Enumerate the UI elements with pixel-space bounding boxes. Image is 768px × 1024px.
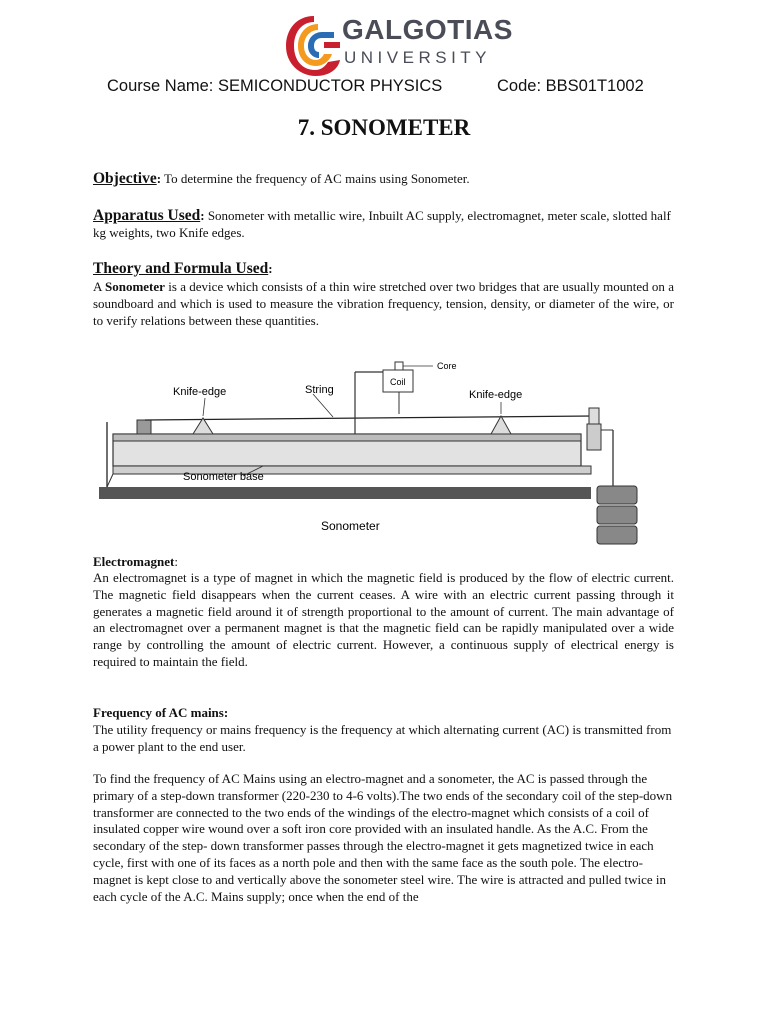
knife-edge-left — [193, 418, 213, 434]
logo-name: GALGOTIAS — [342, 14, 513, 45]
label-string: String — [305, 384, 334, 396]
frequency-paragraph-1: The utility frequency or mains frequency is the frequency at which alternating current (AC) is transmitted from a power plant to the end user. — [93, 722, 672, 754]
course-code: Code: BBS01T1002 — [497, 77, 644, 95]
knife-edge-right — [491, 416, 511, 434]
theory-intro-a: A — [93, 279, 105, 294]
theory-heading — [93, 261, 674, 278]
objective-text: To determine the frequency of AC mains using Sonometer. — [161, 171, 470, 186]
theory-term: Sonometer — [104, 279, 165, 294]
logo-subtitle: UNIVERSITY — [344, 48, 492, 67]
objective-colon: : — [156, 171, 162, 186]
ground-plate — [99, 487, 591, 499]
label-knife-edge-right: Knife-edge — [469, 389, 523, 401]
objective-label: Objective — [93, 170, 157, 187]
pulley-bracket — [587, 424, 601, 450]
theory-intro-b: is a device which consists of a thin wire stretched over two bridges that are usually mounted on a soundboard and which is used to measure the vibration frequency, tension, density, or diameter of the wire, or to verify relations between these quantities. — [93, 279, 674, 328]
page-title: 7. SONOMETER — [297, 115, 471, 140]
frequency-paragraph-2: To find the frequency of AC Mains using an electro-magnet and a sonometer, the AC is passed through the primary of a step-down transformer (220-230 to 4-6 volts).The two ends of the secondary coil of the step-down transformer are connected to the two ends of the windings of the electro-magnet which consists of a coil of insulated copper wire wound over a soft iron core provided with an insulated handle. As the A.C. From the secondary of the step- down transformer passes through the electro-magnet it gets magnetized twice in each cycle, first with one of its faces as a north pole and then with the same face as the south pole. The electro-magnet is kept close to and vertically above the sonometer steel wire. The wire is attracted and pulled twice in each cycle of the A.C. Mains supply; once when the end of the — [93, 771, 673, 904]
apparatus-label: Apparatus Used — [93, 207, 201, 224]
theory-label: Theory and Formula Used — [93, 260, 269, 277]
university-logo — [284, 12, 513, 78]
string-wire — [145, 416, 593, 420]
frequency-heading: Frequency of AC mains: — [93, 705, 229, 720]
course-header — [107, 77, 644, 96]
theory-paragraph — [93, 279, 674, 329]
slotted-weights — [597, 486, 637, 544]
tuning-peg — [137, 420, 151, 434]
electromagnet-title: Electromagnet — [93, 554, 175, 569]
electromagnet-colon: : — [174, 554, 178, 569]
label-knife-edge-left: Knife-edge — [173, 386, 227, 398]
electromagnet-heading — [93, 554, 674, 571]
sonometer-diagram — [93, 350, 653, 546]
apparatus-colon: : — [200, 208, 205, 223]
apparatus-paragraph — [93, 208, 674, 242]
label-core: Core — [437, 361, 457, 371]
theory-colon: : — [268, 261, 273, 276]
electromagnet-paragraph: An electromagnet is a type of magnet in which the magnetic field is produced by the flow of electric current. The magnetic field disappears when the current ceases. A wire with an electric current passing through it generates a magnetic field around it of strength proportional to the amount of current. The main advantage of an electromagnet over a permanent magnet is that the magnetic field can be rapidly manipulated over a wide range by controlling the amount of electric current. However, a continuous supply of electrical energy is required to maintain the field. — [93, 570, 674, 669]
label-coil: Coil — [390, 377, 406, 387]
objective-paragraph — [93, 171, 674, 188]
apparatus-text: Sonometer with metallic wire, Inbuilt AC supply, electromagnet, meter scale, slotted half kg weights, two Knife edges. — [93, 208, 671, 240]
label-sonometer-base: Sonometer base — [183, 471, 264, 483]
course-name: Course Name: SEMICONDUCTOR PHYSICS — [107, 77, 443, 95]
diagram-caption: Sonometer — [321, 519, 380, 533]
logo-swirl-icon — [284, 12, 342, 78]
